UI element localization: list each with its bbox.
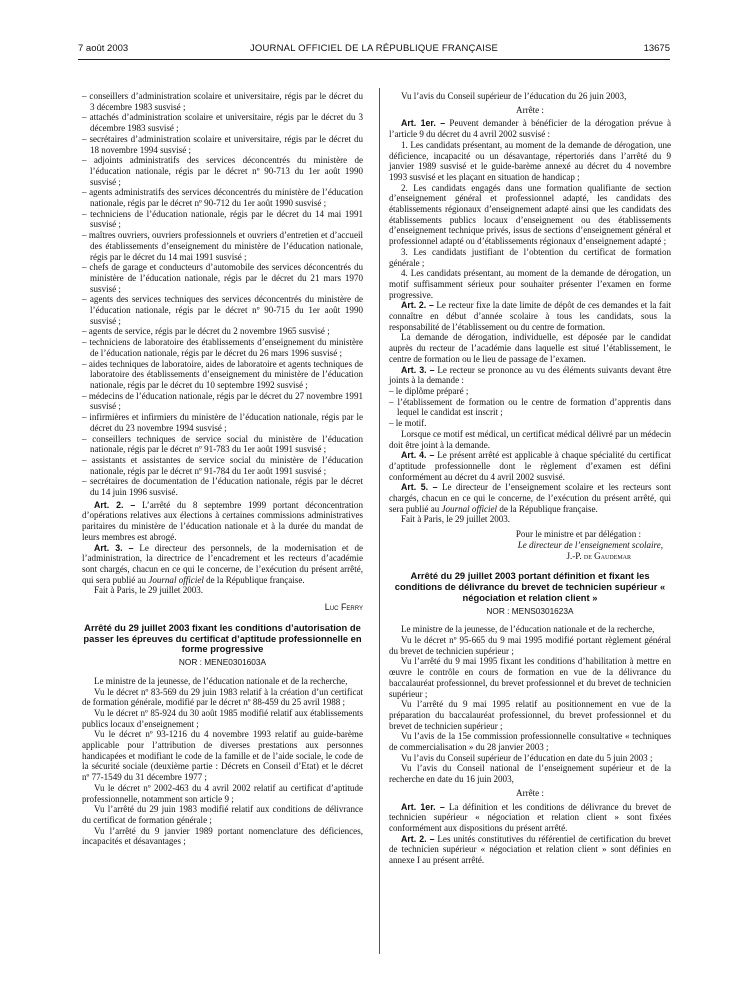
visa-paragraph: Vu le décret nº 93-1216 du 4 novembre 1993 relatif au guide-barème applicable pour l’attribution de diverses prestations aux personnes handicapées et modifiant le code de la famille et de l’aide sociale, le code de la sécurité sociale (deuxième partie : Décrets en Conseil d’Etat) et le décret nº 77-1549 du 31 décembre 1977 ; (82, 729, 363, 783)
visa-paragraph: Le ministre de la jeunesse, de l’éducation nationale et de la recherche, (94, 675, 348, 686)
article-text: L’arrêté du 8 septembre 1999 portant déconcentration d’opérations relatives aux élections à certaines commissions administratives paritaires du ministère de l’éducation nationale et à la durée du mandat de leurs membres est abrogé. (82, 499, 363, 542)
numbered-item: 4. Les candidats présentant, au moment de la demande de dérogation, un motif suffisamment sérieux pour souhaiter présenter l’examen en forme progressive. (389, 268, 671, 300)
visa-paragraph: Vu le décret nº 85-924 du 30 août 1985 modifié relatif aux établissements publics locaux d’enseignement ; (82, 707, 363, 729)
list-item: – secrétaires d’administration scolaire et universitaire, régis par le décret du 18 novembre 1994 susvisé ; (82, 133, 363, 155)
list-item: – agents de service, régis par le décret du 2 novembre 1965 susvisé ; (82, 326, 330, 337)
visa-paragraph: Vu le décret nº 83-569 du 29 juin 1983 relatif à la création d’un certificat de formation générale, modifié par le décret nº 88-459 du 25 avril 1988 ; (82, 686, 363, 708)
journal-officiel-ref: Journal officiel (148, 574, 204, 585)
left-art3 (82, 543, 363, 586)
signature: Luc Ferry (324, 602, 363, 613)
right-art4 (389, 450, 671, 482)
arrete-heading: Arrête : (516, 104, 544, 115)
left-column (82, 91, 363, 847)
column-divider (379, 88, 380, 954)
article-label: Art. 2. – (401, 300, 434, 311)
right-art3-after: Lorsque ce motif est médical, un certificat médical délivré par un médecin doit être joint à la demande. (389, 428, 671, 450)
journal-title: JOURNAL OFFICIEL DE LA RÉPUBLIQUE FRANÇAISE (249, 43, 499, 54)
numbered-item: 2. Les candidats engagés dans une formation qualifiante de section d’enseignement général et professionnel adapté, les candidats des établissements régionaux d’enseignement adapté ainsi que les candidats des établissements publics locaux d’enseignement ou des établissements d’enseignement technique privés, issus de sections d’enseignement général et professionnel adapté ou d’établissements régionaux d’enseignement adapté ; (389, 182, 671, 247)
visa-paragraph: Vu l’avis de la 15e commission professionnelle consultative « techniques de commercialisation » du 28 janvier 2003 ; (389, 731, 671, 753)
header-date: 7 août 2003 (78, 43, 129, 54)
right-art1 (389, 118, 671, 139)
directeur-title: Le directeur de l’enseignement scolaire, (517, 539, 663, 550)
list-item: – techniciens de laboratoire des établissements d’enseignement du ministère de l’éducation nationale, régis par le décret du 26 mars 1996 susvisé ; (82, 337, 363, 358)
list-item: – aides techniques de laboratoire, aides de laboratoire et agents techniques de laboratoire des établissements d’enseignement du ministère de l’éducation nationale, régis par le décret du 10 septembre 1992 susvisé ; (82, 358, 363, 390)
visa-list (389, 624, 671, 785)
header-rule (78, 59, 670, 60)
left-art2 (82, 500, 363, 543)
fait-line: Fait à Paris, le 29 juillet 2003. (94, 585, 204, 596)
visa-paragraph: Vu l’avis du Conseil national de l’enseignement supérieur et de la recherche en date du 16 juin 2003, (389, 763, 671, 785)
article-text: de la République française. (206, 574, 305, 585)
list-item: – conseillers techniques de service social du ministère de l’éducation nationale, régis par le décret nº 91-783 du 1er août 1991 susvisé ; (82, 433, 363, 455)
list-item: – l’établissement de formation ou le centre de formation d’apprentis dans lequel le candidat est inscrit ; (389, 396, 671, 418)
list-item: – le motif. (389, 418, 427, 429)
art1-items (389, 140, 671, 301)
numbered-item: 1. Les candidats présentant, au moment de la demande de dérogation, une déficience, incapacité ou un désavantage, répertoriés dans l’arrêté du 9 janvier 1989 susvisé et le guide-barème annexé au décret du 4 novembre 1993 susvisé et les plaçant en situation de handicap ; (389, 139, 671, 182)
article-text: Le directeur des personnels, de la modernisation et de l’administration, la directrice de l’encadrement et les recteurs d’académie sont chargés, chacun en ce qui le concerne, de l’exécution du présent arrêté, qui sera publié au (82, 542, 363, 585)
visa-paragraph: Vu le décret nº 2002-463 du 4 avril 2002 relatif au certificat d’aptitude professionnelle, notamment son article 9 ; (82, 782, 363, 804)
list-item: – assistants et assistantes de service social du ministère de l’éducation nationale, régis par le décret nº 91-784 du 1er août 1991 susvisé ; (82, 454, 363, 476)
fait-line: Fait à Paris, le 29 juillet 2003. (401, 514, 511, 525)
visa-paragraph: Vu l’arrêté du 29 juin 1983 modifié relatif aux conditions de délivrance du certificat de formation générale ; (82, 804, 363, 825)
list-item: – agents des services techniques des services déconcentrés du ministère de l’éducation nationale, régis par le décret nº 90-715 du 1er août 1990 susvisé ; (82, 294, 363, 326)
visa-paragraph: Le ministre de la jeunesse, de l’éducation nationale et de la recherche, (401, 624, 655, 635)
article-label: Art. 1er. – (401, 801, 445, 812)
visa-list (82, 676, 363, 847)
article-label: Art. 4. – (401, 450, 435, 461)
right-art3 (389, 365, 671, 386)
visa-paragraph: Vu l’arrêté du 9 mai 1995 fixant les conditions d’habilitation à mettre en œuvre le contrôle en cours de formation en vue de la délivrance du baccalauréat professionnel, du brevet professionnel et du brevet de technicien supérieur ; (389, 656, 671, 699)
right-column (389, 91, 671, 866)
list-item: – infirmières et infirmiers du ministère de l’éducation nationale, régis par le décret du 23 novembre 1994 susvisé ; (82, 412, 363, 433)
article-text: Le présent arrêté est applicable à chaque spécialité du certificat d’aptitude professionnelle dont le règlement d’examen est défini conformément au décret du 4 avril 2002 susvisé. (389, 450, 671, 482)
list-item: – médecins de l’éducation nationale, régis par le décret du 27 novembre 1991 susvisé ; (82, 390, 363, 412)
pour-ministre: Pour le ministre et par délégation : (515, 529, 641, 540)
article-text: Peuvent demander à bénéficier de la dérogation prévue à l’article 9 du décret du 4 avril 2002 susvisé : (389, 118, 672, 140)
vu-conseil: Vu l’avis du Conseil supérieur de l’éducation du 26 juin 2003, (401, 91, 627, 101)
article-text: de la République française. (499, 503, 598, 514)
decree-title: Arrêté du 29 juillet 2003 fixant les conditions d’autorisation de passer les épreuves du certificat d’aptitude professionnelle en forme progressive (83, 621, 362, 655)
d3-art1 (389, 802, 671, 834)
article-label: Art. 2. – (94, 499, 136, 510)
art3-items (389, 386, 671, 429)
d3-art2 (389, 834, 671, 866)
list-item: – techniciens de l’éducation nationale, régis par le décret du 14 mai 1991 susvisé ; (82, 208, 363, 230)
visa-paragraph: Vu le décret nº 95-665 du 9 mai 1995 modifié portant règlement général du brevet de technicien supérieur ; (389, 635, 671, 656)
article-label: Art. 5. – (401, 482, 438, 493)
list-item: – secrétaires de documentation de l’éducation nationale, régis par le décret du 14 juin 1996 susvisé. (82, 476, 363, 498)
right-art2 (389, 300, 671, 332)
list-item: – maîtres ouvriers, ouvriers professionnels et ouvriers d’entretien et d’accueil des établissements d’enseignement du ministère de l’éducation nationale, régis par le décret du 14 mai 1991 susvisé ; (82, 230, 363, 262)
list-item: – le diplôme préparé ; (389, 385, 469, 396)
right-art2-para2: La demande de dérogation, individuelle, est déposée par le candidat auprès du recteur de l’académie dans laquelle est situé l’établissement, le centre de formation ou le lieu de passage de l’examen. (389, 332, 671, 364)
staff-category-list (82, 91, 363, 498)
decree-title: Arrêté du 29 juillet 2003 portant définition et fixant les conditions de délivrance du brevet de technicien supérieur « négociation et relation client » (394, 570, 666, 603)
numbered-item: 3. Les candidats justifiant de l’obtention du certificat de formation générale ; (389, 246, 671, 268)
article-text: La définition et les conditions de délivrance du brevet de technicien supérieur « négociation et relation client » sont fixées conformément aux dispositions du présent arrêté. (389, 801, 671, 833)
article-label: Art. 3. – (94, 542, 134, 553)
article-label: Art. 3. – (401, 364, 435, 375)
list-item: – attachés d’administration scolaire et universitaire, régis par le décret du 3 décembre 1983 susvisé ; (82, 112, 363, 134)
signataire: J.-P. de Gaudemar (566, 550, 631, 561)
page-number: 13675 (643, 43, 670, 54)
article-label: Art. 1er. – (401, 118, 446, 129)
page-header (78, 43, 670, 57)
journal-officiel-ref: Journal officiel (441, 503, 498, 514)
article-text: Le recteur fixe la date limite de dépôt de ces demandes et la fait connaître en début d’année scolaire à tous les candidats, sous la responsabilité de l’établissement ou du centre de formation. (389, 300, 671, 332)
list-item: – adjoints administratifs des services déconcentrés du ministère de l’éducation nationale, régis par le décret nº 90-713 du 1er août 1990 susvisé ; (82, 155, 363, 187)
nor-reference: NOR : MENE0301603A (178, 657, 267, 668)
list-item: – conseillers d’administration scolaire et universitaire, régis par le décret du 3 décembre 1983 susvisé ; (82, 91, 363, 112)
article-text: Les unités constitutives du référentiel de certification du brevet de technicien supérieur « négociation et relation client » sont définies en annexe I au présent arrêté. (389, 833, 671, 866)
visa-paragraph: Vu l’avis du Conseil supérieur de l’éducation en date du 5 juin 2003 ; (401, 752, 653, 763)
article-text: Le recteur se prononce au vu des éléments suivants devant être joints à la demande : (389, 364, 671, 386)
visa-paragraph: Vu l’arrêté du 9 mai 1995 relatif au positionnement en vue de la préparation du baccalauréat professionnel, du brevet professionnel et du brevet de technicien supérieur ; (389, 699, 671, 731)
right-art5 (389, 482, 671, 514)
list-item: – chefs de garage et conducteurs d’automobile des services déconcentrés du ministère de l’éducation nationale, régis par le décret du 21 mars 1970 susvisé ; (82, 262, 363, 294)
article-text: Le directeur de l’enseignement scolaire et les recteurs sont chargés, chacun en ce qui le concerne, de l’exécution du présent arrêté, qui sera publié au (389, 482, 671, 514)
nor-reference: NOR : MENS0301623A (486, 605, 574, 616)
visa-paragraph: Vu l’arrêté du 9 janvier 1989 portant nomenclature des déficiences, incapacités et désavantages ; (82, 825, 363, 847)
list-item: – agents administratifs des services déconcentrés du ministère de l’éducation nationale, régis par le décret nº 90-712 du 1er août 1990 susvisé ; (82, 187, 363, 209)
arrete-heading: Arrête : (516, 787, 544, 798)
article-label: Art. 2. – (401, 833, 435, 844)
